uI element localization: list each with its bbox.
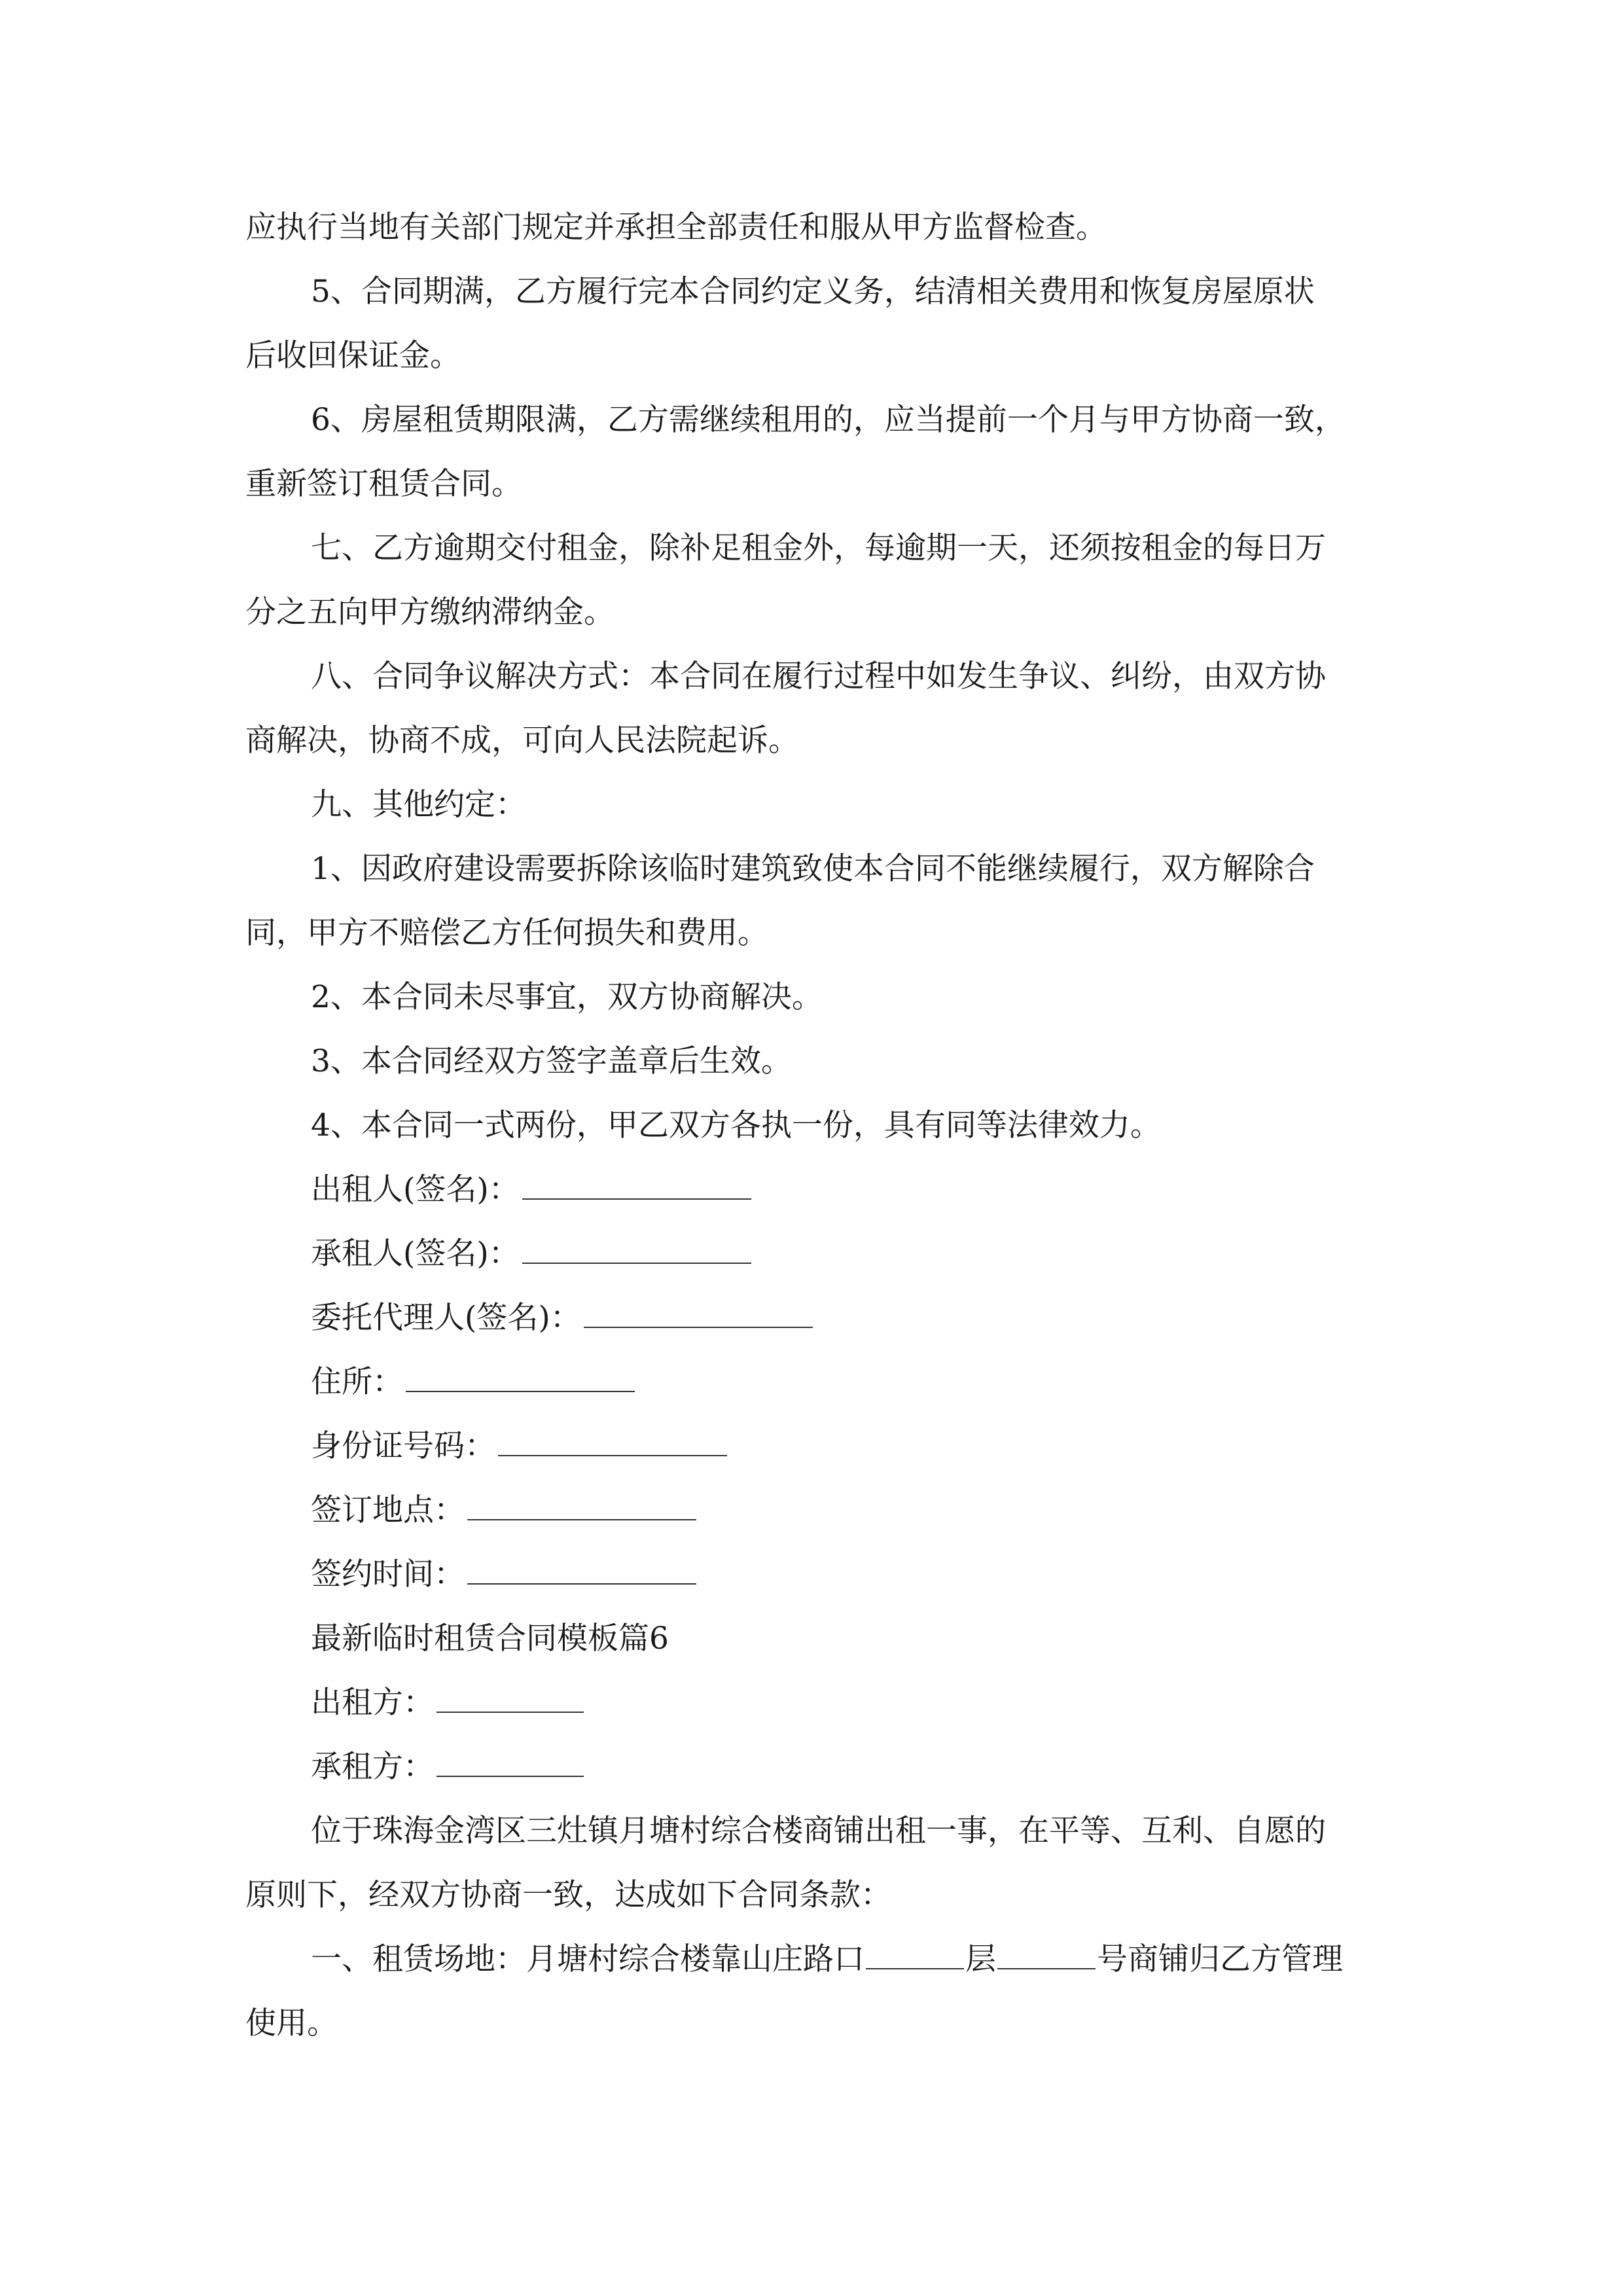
clause-8-line: 八、合同争议解决方式：本合同在履行过程中如发生争议、纠纷，由双方协 <box>311 658 1326 694</box>
address-row <box>311 1350 1384 1414</box>
shop-label: 号商铺归乙方管理 <box>1097 1941 1343 1977</box>
paragraph-line: 同，甲方不赔偿乙方任何损失和费用。 <box>245 915 768 951</box>
paragraph-line: 应执行当地有关部门规定并承担全部责任和服从甲方监督检查。 <box>245 209 1107 245</box>
agent-signature-label: 委托代理人(签名)： <box>311 1300 581 1336</box>
address-blank[interactable] <box>406 1355 635 1392</box>
party-a-label: 出租方： <box>311 1685 434 1721</box>
id-number-row <box>311 1414 1384 1479</box>
lessee-signature-label: 承租人(签名)： <box>311 1236 520 1272</box>
clause-9-4-line: 4、本合同一式两份，甲乙双方各执一份，具有同等法律效力。 <box>311 1107 1161 1143</box>
id-number-blank[interactable] <box>498 1420 727 1456</box>
sign-time-label: 签约时间： <box>311 1556 465 1592</box>
floor-blank[interactable] <box>866 1933 964 1969</box>
sign-place-row <box>311 1479 1384 1543</box>
clause-9-1-line: 1、因政府建设需要拆除该临时建筑致使本合同不能继续履行，双方解除合 <box>311 851 1315 887</box>
sign-time-blank[interactable] <box>467 1548 696 1585</box>
clause-1-line <box>311 1928 1384 1992</box>
section-title: 最新临时租赁合同模板篇6 <box>311 1621 669 1657</box>
agent-signature-row <box>311 1286 1384 1350</box>
lessee-signature-row <box>311 1222 1384 1286</box>
paragraph-line: 使用。 <box>245 2005 338 2041</box>
party-b-blank[interactable] <box>437 1740 584 1777</box>
clause-9-2-line: 2、本合同未尽事宜，双方协商解决。 <box>311 979 823 1015</box>
lessee-signature-blank[interactable] <box>522 1227 751 1264</box>
party-b-label: 承租方： <box>311 1749 434 1785</box>
lessor-signature-blank[interactable] <box>522 1163 751 1200</box>
party-b-row <box>311 1735 1384 1799</box>
paragraph-line: 商解决，协商不成，可向人民法院起诉。 <box>245 723 799 759</box>
paragraph-line: 后收回保证金。 <box>245 338 461 374</box>
sign-time-row <box>311 1543 1384 1607</box>
id-number-label: 身份证号码： <box>311 1428 495 1464</box>
clause-9-3-line: 3、本合同经双方签字盖章后生效。 <box>311 1043 792 1079</box>
lessor-signature-row <box>311 1158 1384 1222</box>
paragraph-line: 重新签订租赁合同。 <box>245 466 522 502</box>
agent-signature-blank[interactable] <box>584 1291 813 1328</box>
paragraph-line: 分之五向甲方缴纳滞纳金。 <box>245 594 615 630</box>
sign-place-label: 签订地点： <box>311 1492 465 1528</box>
shop-number-blank[interactable] <box>997 1933 1096 1969</box>
lessor-signature-label: 出租人(签名)： <box>311 1172 520 1208</box>
clause-7-line: 七、乙方逾期交付租金，除补足租金外，每逾期一天，还须按租金的每日万 <box>311 530 1326 566</box>
paragraph-line: 原则下，经双方协商一致，达成如下合同条款： <box>245 1877 891 1913</box>
clause-9-heading: 九、其他约定： <box>311 787 526 823</box>
intro-line: 位于珠海金湾区三灶镇月塘村综合楼商铺出租一事，在平等、互利、自愿的 <box>311 1813 1326 1849</box>
party-a-blank[interactable] <box>437 1676 584 1713</box>
party-a-row <box>311 1671 1384 1735</box>
sign-place-blank[interactable] <box>467 1484 696 1520</box>
floor-label: 层 <box>965 1941 996 1977</box>
clause-6-line: 6、房屋租赁期限满，乙方需继续租用的，应当提前一个月与甲方协商一致， <box>311 402 1346 438</box>
clause-1-text: 一、租赁场地：月塘村综合楼靠山庄路口 <box>311 1941 865 1977</box>
clause-5-line: 5、合同期满，乙方履行完本合同约定义务，结清相关费用和恢复房屋原状 <box>311 274 1315 310</box>
address-label: 住所： <box>311 1364 403 1400</box>
